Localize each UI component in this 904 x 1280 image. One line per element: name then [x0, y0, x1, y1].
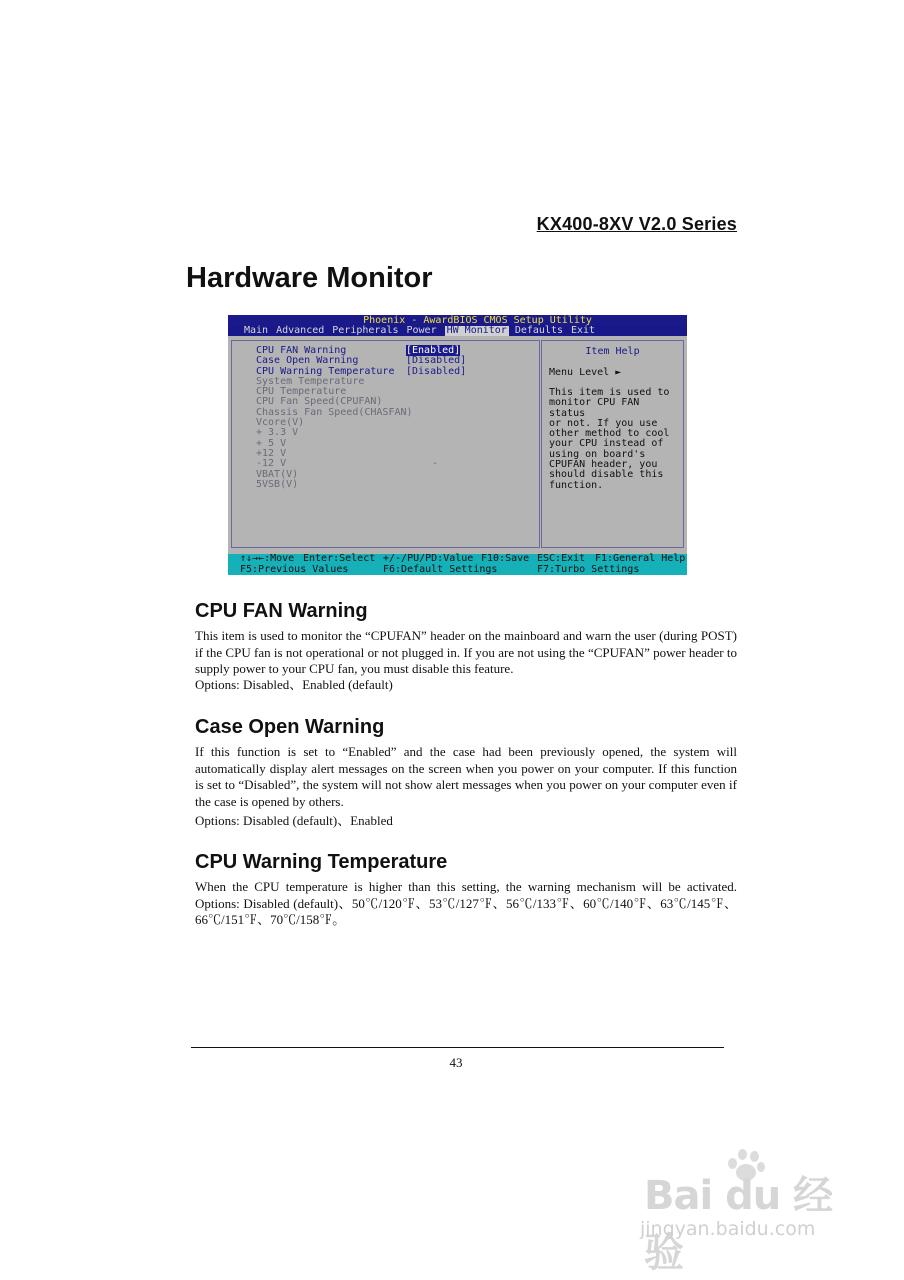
- bios-key-exit: ESC:Exit: [537, 553, 586, 564]
- section-title-cpu-warning-temperature: CPU Warning Temperature: [195, 851, 448, 873]
- bios-menubar: [228, 326, 687, 336]
- bios-item-12v: +12 V: [256, 447, 287, 459]
- section-title-cpu-fan-warning: CPU FAN Warning: [195, 600, 368, 622]
- bios-value-cpu-fan-warning: [Enabled]: [406, 345, 461, 356]
- bios-item-minus-12v: -12 V -: [256, 458, 439, 470]
- section-body-cpu-warning-temperature: When the CPU temperature is higher than this setting, the warning mechanism will be activated. Options: Disabled (default)、50℃/120℉、53℃/127℉、56℃/133℉、60℃/140℉、63℃/145℉、66℃/151℉、70℃/158℉。: [195, 879, 737, 927]
- bios-help-level: Menu Level ►: [549, 367, 622, 378]
- bios-menu-advanced: Advanced: [276, 325, 325, 336]
- bios-item-5v: + 5 V: [256, 437, 287, 449]
- section-body-cpu-fan-warning: This item is used to monitor the “CPUFAN” header on the mainboard and warn the user (during POST) if the CPU fan is not operational or not plugged in. If you are not using the “CPUFAN” power header to supply power to your CPU fan, you must disable this feature.: [195, 628, 737, 676]
- bios-key-value: +/-/PU/PD:Value: [383, 553, 474, 564]
- bios-value-case-open-warning: [Disabled]: [406, 355, 467, 367]
- bios-item-vcore: Vcore(V): [256, 417, 305, 429]
- bios-item-cpu-warning-temperature: CPU Warning Temperature [Disabled]: [256, 365, 467, 377]
- bios-item-cpu-temperature: CPU Temperature: [256, 386, 347, 398]
- bios-screenshot: [228, 315, 687, 575]
- bios-item-system-temperature: System Temperature: [256, 375, 365, 387]
- section-options-cpu-fan-warning: Options: Disabled、Enabled (default): [195, 677, 393, 692]
- bios-menu-main: Main: [244, 325, 269, 336]
- bios-help-text: This item is used to monitor CPU FAN status or not. If you use other method to cool your CPU instead of using on board's CPUFAN header, you should disable this function.: [549, 387, 670, 491]
- bios-menu-defaults: Defaults: [514, 325, 563, 336]
- baidu-watermark: [640, 1150, 860, 1276]
- bios-titlebar: Phoenix - AwardBIOS CMOS Setup Utility: [228, 315, 687, 326]
- bios-dash: -: [432, 458, 439, 470]
- bios-key-general-help: F1:General Help: [595, 553, 686, 564]
- bios-footer: [228, 554, 687, 575]
- bios-key-save: F10:Save: [481, 553, 530, 564]
- bios-key-move: ↑↓→←:Move: [240, 553, 295, 564]
- bios-menu-power: Power: [406, 325, 437, 336]
- bios-item-vbat: VBAT(V): [256, 468, 299, 480]
- watermark-logo: Bai du 经验: [644, 1173, 833, 1276]
- page-number: 43: [449, 1055, 463, 1070]
- bios-item-5vsb: 5VSB(V): [256, 478, 299, 490]
- bios-item-cpu-fan-speed: CPU Fan Speed(CPUFAN): [256, 396, 383, 408]
- bios-menu-peripherals: Peripherals: [332, 325, 399, 336]
- section-body-case-open-warning: If this function is set to “Enabled” and the case had been previously opened, the system will automatically display alert messages on the screen when you power on your computer. If this function is set to “Disabled”, the system will not show alert messages when you power on your computer even if the case is opened by others.: [195, 744, 737, 809]
- bios-key-previous-values: F5:Previous Values: [240, 563, 349, 575]
- bios-menu-exit: Exit: [571, 325, 596, 336]
- watermark-url: jingyan.baidu.com: [640, 1218, 816, 1240]
- bios-item-case-open-warning: Case Open Warning [Disabled]: [256, 355, 467, 367]
- series-header: KX400-8XV V2.0 Series: [536, 214, 737, 234]
- section-title-case-open-warning: Case Open Warning: [195, 716, 385, 738]
- bios-value-cpu-warning-temperature: [Disabled]: [406, 365, 467, 377]
- bios-key-select: Enter:Select: [303, 553, 376, 564]
- page-title: Hardware Monitor: [186, 262, 433, 294]
- bios-help-title: Item Help: [585, 346, 640, 357]
- bios-key-default-settings: F6:Default Settings: [383, 563, 498, 575]
- bios-menu-hw-monitor: HW Monitor: [446, 325, 507, 336]
- bios-item-3v3: + 3.3 V: [256, 427, 299, 439]
- bios-item-chassis-fan-speed: Chassis Fan Speed(CHASFAN): [256, 406, 413, 418]
- bios-item-cpu-fan-warning: CPU FAN Warning [Enabled]: [256, 345, 461, 356]
- section-options-case-open-warning: Options: Disabled (default)、Enabled: [195, 813, 393, 828]
- bios-key-turbo-settings: F7:Turbo Settings: [537, 563, 640, 575]
- bios-item-list: [256, 346, 466, 490]
- footer-rule: [191, 1047, 724, 1048]
